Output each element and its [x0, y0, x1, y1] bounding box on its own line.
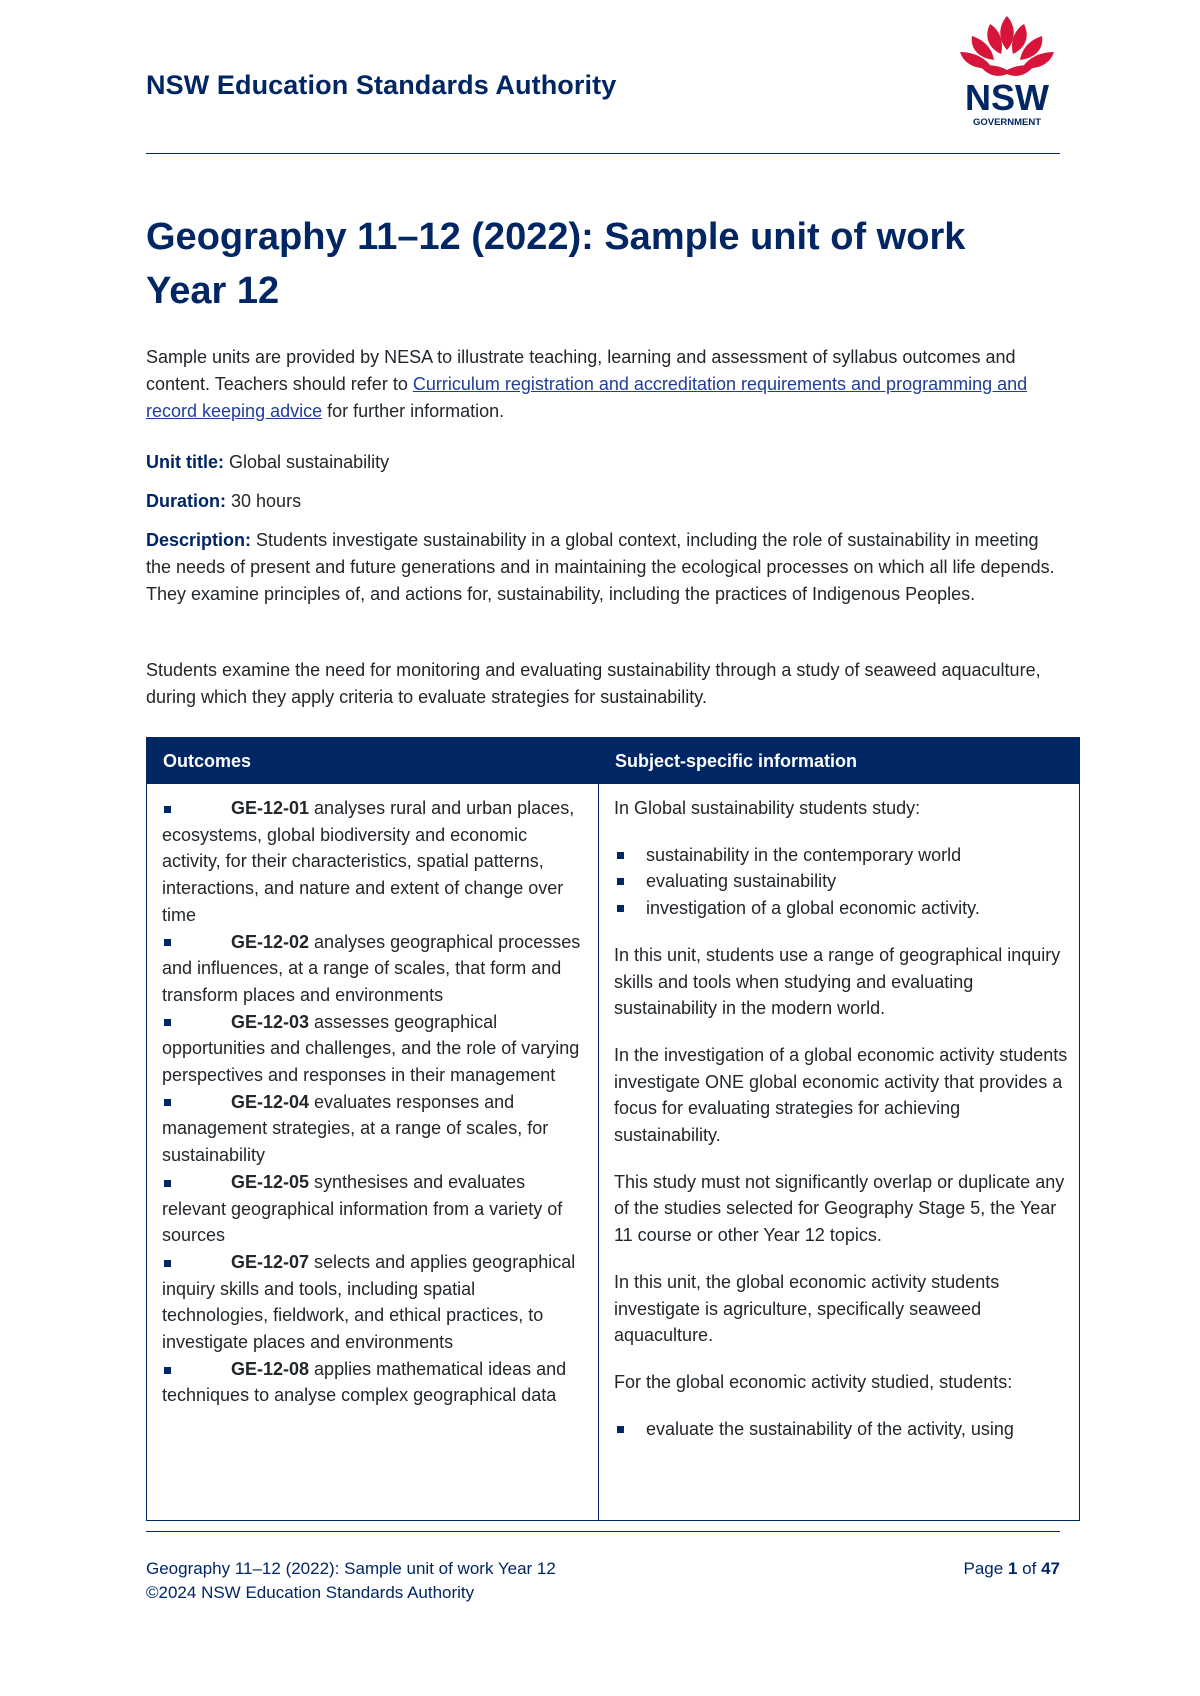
square-bullet-icon	[617, 1426, 624, 1433]
nsw-government-logo	[954, 14, 1060, 130]
square-bullet-icon	[617, 878, 624, 885]
list-item-text: sustainability in the contemporary world	[646, 844, 962, 865]
footer-left	[146, 1557, 556, 1605]
unit-title-value: Global sustainability	[229, 452, 390, 472]
page-label: Page	[963, 1559, 1004, 1578]
footer-divider	[146, 1531, 1060, 1532]
current-page: 1	[1007, 1559, 1018, 1578]
page-title	[146, 210, 1046, 318]
list-item-text: investigation of a global economic activity.	[646, 898, 980, 919]
outcome-code: GE-12-01	[231, 798, 310, 818]
subject-info-header: Subject-specific information	[615, 751, 858, 771]
outcome-code: GE-12-03	[231, 1011, 310, 1032]
square-bullet-icon	[617, 905, 624, 912]
list-item	[614, 842, 1069, 869]
outcome-item	[162, 795, 582, 929]
logo-wordmark: NSW	[965, 77, 1049, 118]
square-bullet-icon	[164, 1260, 171, 1267]
outcomes-column	[162, 795, 582, 1409]
description-value: Students investigate sustainability in a global context, including the role of sustainability in meeting the needs of present and future generations and in maintaining the ecological processes on which all life depends. They examine principles of, and actions for, sustainability, including the practices of Indigenous Peoples.	[146, 530, 1055, 604]
study-list	[614, 842, 1069, 922]
list-item	[614, 868, 1069, 895]
square-bullet-icon	[164, 1180, 171, 1187]
outcome-code: GE-12-04	[231, 1091, 310, 1112]
duration-value: 30 hours	[231, 491, 302, 511]
outcome-code: GE-12-05	[231, 1171, 310, 1192]
outcome-text: analyses rural and urban places, ecosystems, global biodiversity and economic activity, for their characteristics, spatial patterns, interactions, and nature and extent of change over time	[162, 798, 575, 925]
page-number	[964, 1557, 1060, 1581]
total-pages: 47	[1041, 1559, 1060, 1578]
list-item	[614, 1416, 1069, 1443]
outcome-item	[162, 1249, 582, 1356]
info-paragraph-2: In the investigation of a global economic activity students investigate ONE global economic activity that provides a focus for evaluating strategies for achieving sustainability.	[614, 1044, 1068, 1146]
outcome-text: applies mathematical ideas and techniques to analyse complex geographical data	[162, 1358, 567, 1406]
outcome-item	[162, 1169, 582, 1249]
duration-label: Duration:	[146, 491, 226, 511]
intro-text-after: for further information.	[322, 401, 505, 421]
requirements-link[interactable]: Curriculum registration and accreditation requirements and programming and record keeping advice	[146, 374, 1028, 421]
footer-doc-title: Geography 11–12 (2022): Sample unit of work Year 12	[146, 1559, 556, 1578]
outcome-code: GE-12-08	[231, 1358, 310, 1379]
title-line-2: Year 12	[146, 270, 280, 312]
square-bullet-icon	[164, 1367, 171, 1374]
waratah-icon	[960, 16, 1054, 76]
outcomes-header: Outcomes	[163, 751, 252, 771]
title-line-1: Geography 11–12 (2022): Sample unit of work	[146, 216, 966, 258]
of-label: of	[1022, 1559, 1037, 1578]
outcome-item	[162, 1356, 582, 1409]
outcome-text: analyses geographical processes and influences, at a range of scales, that form and transform places and environments	[162, 931, 581, 1005]
square-bullet-icon	[164, 1099, 171, 1106]
activity-list	[614, 1416, 1069, 1443]
description-label: Description:	[146, 530, 252, 550]
list-item	[614, 895, 1069, 922]
outcome-item	[162, 929, 582, 1009]
outcome-item	[162, 1089, 582, 1169]
list-item-text: evaluate the sustainability of the activity, using	[646, 1418, 1014, 1439]
info-paragraph-5: For the global economic activity studied, students:	[614, 1371, 1013, 1392]
organisation-name: NSW Education Standards Authority	[146, 70, 617, 100]
intro-paragraph	[146, 344, 1066, 425]
unit-title-label: Unit title:	[146, 452, 224, 472]
outcomes-table	[146, 737, 1080, 1521]
header-divider	[146, 153, 1060, 154]
unit-title	[146, 449, 389, 476]
square-bullet-icon	[164, 806, 171, 813]
square-bullet-icon	[164, 939, 171, 946]
outcome-text: selects and applies geographical inquiry skills and tools, including spatial technologies, fieldwork, and ethical practices, to investigate places and environments	[162, 1251, 576, 1353]
square-bullet-icon	[617, 852, 624, 859]
subject-info-column	[614, 795, 1069, 1442]
outcome-item	[162, 1009, 582, 1089]
info-paragraph-3: This study must not significantly overlap or duplicate any of the studies selected for Geography Stage 5, the Year 11 course or other Year 12 topics.	[614, 1171, 1065, 1246]
list-item-text: evaluating sustainability	[646, 871, 837, 892]
outcome-code: GE-12-07	[231, 1251, 310, 1272]
info-paragraph-1: In this unit, students use a range of geographical inquiry skills and tools when studying and evaluating sustainability in the modern world.	[614, 944, 1061, 1019]
outcome-text: evaluates responses and management strategies, at a range of scales, for sustainability	[162, 1091, 549, 1166]
unit-description	[146, 527, 1066, 608]
unit-duration	[146, 488, 301, 515]
footer-copyright: ©2024 NSW Education Standards Authority	[146, 1583, 475, 1602]
intro-text-before: Sample units are provided by NESA to illustrate teaching, learning and assessment of syllabus outcomes and content. Teachers should refer to	[146, 347, 1016, 394]
outcome-text: synthesises and evaluates relevant geographical information from a variety of sources	[162, 1171, 563, 1246]
logo-subtext: GOVERNMENT	[972, 117, 1042, 128]
table-header	[147, 738, 1079, 784]
description-paragraph-2: Students examine the need for monitoring and evaluating sustainability through a study of seaweed aquaculture, during which they apply criteria to evaluate strategies for sustainability.	[146, 660, 1041, 707]
column-divider	[598, 738, 599, 1520]
outcome-code: GE-12-02	[231, 931, 310, 952]
study-intro: In Global sustainability students study:	[614, 798, 921, 818]
outcome-text: assesses geographical opportunities and challenges, and the role of varying perspectives and responses in their management	[162, 1011, 580, 1086]
square-bullet-icon	[164, 1019, 171, 1026]
info-paragraph-4: In this unit, the global economic activity students investigate is agriculture, specifically seaweed aquaculture.	[614, 1271, 1000, 1346]
